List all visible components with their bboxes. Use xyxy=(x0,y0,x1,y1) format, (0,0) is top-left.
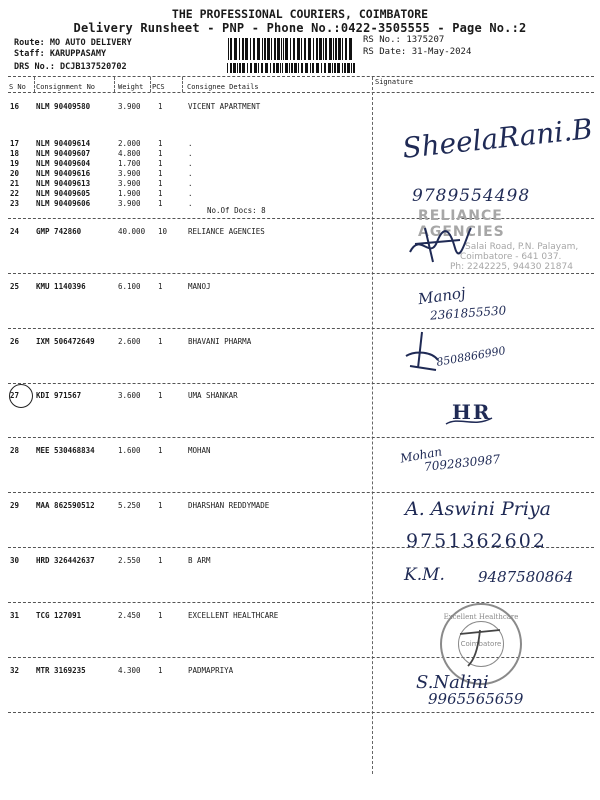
barcode-bar xyxy=(344,63,346,73)
barcode-bar xyxy=(321,63,322,73)
barcode-bar xyxy=(342,38,343,60)
barcode-bar xyxy=(227,63,228,73)
row-sno: 24 xyxy=(10,227,20,236)
row-consignee: . xyxy=(188,179,193,188)
barcode-bar xyxy=(328,63,331,73)
barcode-bar xyxy=(283,38,285,60)
row-consignment-no: HRD 326442637 xyxy=(36,556,95,565)
barcode-bar xyxy=(342,63,343,73)
signature-row-32: S.Nalini xyxy=(416,672,489,693)
col-sep xyxy=(182,77,183,92)
row-weight: 3.900 xyxy=(118,199,141,208)
row-weight: 5.250 xyxy=(118,501,141,510)
row-divider xyxy=(8,383,594,384)
barcode-bar xyxy=(301,38,302,60)
row-weight: 3.900 xyxy=(118,169,141,178)
row-consignment-no: GMP 742860 xyxy=(36,227,82,236)
col-sep xyxy=(150,77,151,92)
barcode-bar xyxy=(308,38,311,60)
row-pcs: 1 xyxy=(158,391,163,400)
row-consignee: EXCELLENT HEALTHCARE xyxy=(188,611,279,620)
barcode-bar xyxy=(234,38,237,60)
row-consignee: PADMAPRIYA xyxy=(188,666,234,675)
stamp-title: RELIANCE AGENCIES xyxy=(418,208,505,240)
row-weight: 2.550 xyxy=(118,556,141,565)
col-sep xyxy=(114,77,115,92)
row-consignee: UMA SHANKAR xyxy=(188,391,238,400)
row-sno: 26 xyxy=(10,337,20,346)
barcode-bar xyxy=(245,38,248,60)
barcode-bar xyxy=(237,63,238,73)
row-pcs: 1 xyxy=(158,139,163,148)
barcode-bar xyxy=(239,63,241,73)
barcode-bar xyxy=(324,63,326,73)
row-consignee: DHARSHAN REDDYMADE xyxy=(188,501,270,510)
barcode-bar xyxy=(239,38,240,60)
signature-phone-row-32: 9965565659 xyxy=(428,690,524,708)
row-pcs: 1 xyxy=(158,611,163,620)
barcode-bar xyxy=(353,63,355,73)
row-consignee: B ARM xyxy=(188,556,211,565)
row-consignee: VICENT APARTMENT xyxy=(188,102,261,111)
barcode-bar xyxy=(230,63,232,73)
company-title: THE PROFESSIONAL COURIERS, COIMBATORE xyxy=(171,7,429,21)
row-divider xyxy=(8,273,594,274)
barcode-bar xyxy=(282,63,284,73)
row-sno: 29 xyxy=(10,501,20,510)
barcode-bar xyxy=(334,63,336,73)
row-sno: 30 xyxy=(10,556,20,565)
row-pcs: 1 xyxy=(158,102,163,111)
barcode-bar xyxy=(254,63,257,73)
row-pcs: 1 xyxy=(158,169,163,178)
barcode-bar xyxy=(273,63,275,73)
row-pcs: 10 xyxy=(158,227,168,236)
row-sno: 18 xyxy=(10,149,20,158)
row-sno: 25 xyxy=(10,282,20,291)
row-sno: 27 xyxy=(10,391,20,400)
col-header-sno: S No xyxy=(9,83,26,91)
barcode-bar xyxy=(264,38,266,60)
row-consignee: . xyxy=(188,139,193,148)
scribble-signature-row-24 xyxy=(405,222,475,264)
signature-column-divider xyxy=(372,77,373,774)
barcode-bar xyxy=(281,38,282,60)
row-sno: 32 xyxy=(10,666,20,675)
barcode-bar xyxy=(335,38,337,60)
barcode-bar xyxy=(337,63,340,73)
barcode-bar xyxy=(250,38,251,60)
row-sno: 19 xyxy=(10,159,20,168)
row-consignee: . xyxy=(188,199,193,208)
barcode-bar xyxy=(242,63,245,73)
row-pcs: 1 xyxy=(158,666,163,675)
barcode-bar xyxy=(267,38,270,60)
signature-phone-row-29: 9751362602 xyxy=(406,530,547,552)
barcode-bar xyxy=(230,38,232,60)
row-pcs: 1 xyxy=(158,337,163,346)
signature-underline-row-27 xyxy=(444,398,494,428)
row-divider xyxy=(8,602,594,603)
barcode-bar xyxy=(247,63,248,73)
barcode-bar xyxy=(294,63,297,73)
barcode-bar xyxy=(298,63,299,73)
barcode-bar xyxy=(265,63,268,73)
drs-number: DRS No.: DCJB137520702 xyxy=(14,62,127,72)
stamp-line: Coimbatore - 641 037. xyxy=(460,252,562,262)
row-weight: 2.000 xyxy=(118,139,141,148)
barcode-bar xyxy=(301,63,303,73)
col-header-pcs: PCS xyxy=(152,83,165,91)
row-weight: 4.800 xyxy=(118,149,141,158)
row-pcs: 1 xyxy=(158,159,163,168)
barcode-bar xyxy=(285,63,288,73)
col-header-signature: Signature xyxy=(375,78,413,86)
row-consignee: RELIANCE AGENCIES xyxy=(188,227,265,236)
row-weight: 1.700 xyxy=(118,159,141,168)
barcode-bar xyxy=(228,38,229,60)
row-consignment-no: NLM 90409613 xyxy=(36,179,91,188)
barcode-bar xyxy=(280,63,281,73)
signature-row-27: HR xyxy=(452,400,492,424)
row-pcs: 1 xyxy=(158,446,163,455)
row-consignment-no: IXM 506472649 xyxy=(36,337,95,346)
barcode-bar xyxy=(325,38,327,60)
rs-number: RS No.: 1375207 xyxy=(363,35,445,45)
signature-row-28: Mohan xyxy=(399,444,444,466)
row-consignee: MOHAN xyxy=(188,446,211,455)
stamp-name: Excellent Healthcare xyxy=(443,613,519,621)
signature-row-25: Manoj xyxy=(416,283,467,309)
barcode-bar xyxy=(323,38,324,60)
barcode-bar xyxy=(351,63,352,73)
row-weight: 2.600 xyxy=(118,337,141,346)
barcode-bar xyxy=(291,63,293,73)
barcode-bar xyxy=(345,38,347,60)
row-consignment-no: TCG 127091 xyxy=(36,611,82,620)
row-27-circle-mark xyxy=(9,384,33,408)
row-sno: 16 xyxy=(10,102,20,111)
row-sno: 21 xyxy=(10,179,20,188)
row-divider xyxy=(8,437,594,438)
row-consignment-no: KMU 1140396 xyxy=(36,282,86,291)
row-consignee: BHAVANI PHARMA xyxy=(188,337,252,346)
barcode-bar xyxy=(329,38,332,60)
barcode-bar xyxy=(233,63,236,73)
header-divider-top xyxy=(8,76,594,77)
row-consignment-no: NLM 90409606 xyxy=(36,199,91,208)
row-consignment-no: KDI 971567 xyxy=(36,391,82,400)
rs-date: RS Date: 31-May-2024 xyxy=(363,47,472,57)
row-pcs: 1 xyxy=(158,189,163,198)
barcode-bar xyxy=(274,38,276,60)
signature-phone-row-30: 9487580864 xyxy=(478,568,574,586)
barcode-bar xyxy=(257,38,260,60)
barcode-bar xyxy=(305,63,308,73)
row-divider xyxy=(8,492,594,493)
barcode-bar xyxy=(285,38,288,60)
signature-row-30: K.M. xyxy=(404,565,445,585)
row-divider xyxy=(8,328,594,329)
row-consignee: . xyxy=(188,169,193,178)
stamp-line: Salai Road, P.N. Palayam, xyxy=(465,242,579,252)
row-consignee: MANOJ xyxy=(188,282,211,291)
row-weight: 1.600 xyxy=(118,446,141,455)
barcode-bar xyxy=(290,38,291,60)
row-consignment-no: NLM 90409614 xyxy=(36,139,91,148)
barcode-bar xyxy=(332,63,333,73)
row-consignment-no: NLM 90409580 xyxy=(36,102,91,111)
signature-row-29: A. Aswini Priya xyxy=(405,498,551,520)
scribble-signature-row-31 xyxy=(450,620,510,670)
barcode-graphic xyxy=(228,38,354,60)
barcode-bar xyxy=(310,63,311,73)
barcode-bar xyxy=(347,63,350,73)
row-sno: 31 xyxy=(10,611,20,620)
row-pcs: 1 xyxy=(158,149,163,158)
signature-row-16: SheelaRani.B xyxy=(400,112,595,165)
row-sno: 22 xyxy=(10,189,20,198)
signature-phone-row-26: 8508866990 xyxy=(435,344,507,369)
stamp-city: Coimbatore xyxy=(460,640,502,648)
row-weight: 3.900 xyxy=(118,102,141,111)
row-sno: 20 xyxy=(10,169,20,178)
row-consignee: . xyxy=(188,189,193,198)
row-weight: 3.900 xyxy=(118,179,141,188)
row-weight: 4.300 xyxy=(118,666,141,675)
barcode-bar xyxy=(271,38,272,60)
col-sep xyxy=(34,77,35,92)
barcode-bar xyxy=(289,63,290,73)
row-divider xyxy=(8,712,594,713)
row-sno: 17 xyxy=(10,139,20,148)
staff-label: Staff: KARUPPASAMY xyxy=(14,49,107,59)
signature-phone-row-25: 2361855530 xyxy=(429,303,507,323)
row-weight: 2.450 xyxy=(118,611,141,620)
row-pcs: 1 xyxy=(158,556,163,565)
signature-phone-row-16: 9789554498 xyxy=(412,186,531,206)
barcode-bar xyxy=(312,63,314,73)
row-consignment-no: MEE 530468834 xyxy=(36,446,95,455)
row-consignment-no: NLM 90409604 xyxy=(36,159,91,168)
barcode-bar xyxy=(277,38,280,60)
row-pcs: 1 xyxy=(158,282,163,291)
barcode-bar xyxy=(253,38,255,60)
row-pcs: 1 xyxy=(158,199,163,208)
barcode-bar xyxy=(250,63,252,73)
row-weight: 40.000 xyxy=(118,227,146,236)
row-weight: 1.900 xyxy=(118,189,141,198)
col-header-consignment: Consignment No xyxy=(36,83,96,91)
barcode-bar xyxy=(261,63,263,73)
barcode-bar xyxy=(316,63,319,73)
barcode-bar xyxy=(304,38,306,60)
runsheet-title: Delivery Runsheet - PNP - Phone No.:0422-3505555 - Page No.:2 xyxy=(73,21,527,35)
header-divider-bottom xyxy=(8,92,594,93)
row-consignee: . xyxy=(188,149,193,158)
row-consignment-no: NLM 90409605 xyxy=(36,189,91,198)
row-consignee: . xyxy=(188,159,193,168)
docs-count: No.Of Docs: 8 xyxy=(207,206,266,215)
row-consignment-no: NLM 90409616 xyxy=(36,169,91,178)
barcode-graphic-lower xyxy=(227,63,357,73)
row-weight: 6.100 xyxy=(118,282,141,291)
barcode-bar xyxy=(338,38,341,60)
row-sno: 28 xyxy=(10,446,20,455)
row-pcs: 1 xyxy=(158,501,163,510)
scribble-signature-row-26 xyxy=(402,330,442,374)
row-consignment-no: MAA 862590512 xyxy=(36,501,95,510)
barcode-bar xyxy=(293,38,295,60)
row-weight: 3.600 xyxy=(118,391,141,400)
barcode-bar xyxy=(276,63,279,73)
barcode-bar xyxy=(313,38,314,60)
barcode-bar xyxy=(262,38,263,60)
stamp-line: Ph: 2242225, 94430 21874 xyxy=(450,262,573,272)
row-consignment-no: MTR 3169235 xyxy=(36,666,86,675)
row-pcs: 1 xyxy=(158,179,163,188)
barcode-bar xyxy=(242,38,244,60)
barcode-bar xyxy=(258,63,259,73)
signature-phone-row-28: 7092830987 xyxy=(423,452,501,474)
row-consignment-no: NLM 90409607 xyxy=(36,149,91,158)
barcode-bar xyxy=(297,38,300,60)
col-header-weight: Weight xyxy=(118,83,144,91)
route-label: Route: MO AUTO DELIVERY xyxy=(14,38,132,48)
barcode-bar xyxy=(270,63,271,73)
barcode-bar xyxy=(316,38,318,60)
col-header-consignee: Consignee Details xyxy=(187,83,259,91)
barcode-bar xyxy=(333,38,334,60)
barcode-bar xyxy=(319,38,322,60)
row-sno: 23 xyxy=(10,199,20,208)
barcode-bar xyxy=(349,38,352,60)
